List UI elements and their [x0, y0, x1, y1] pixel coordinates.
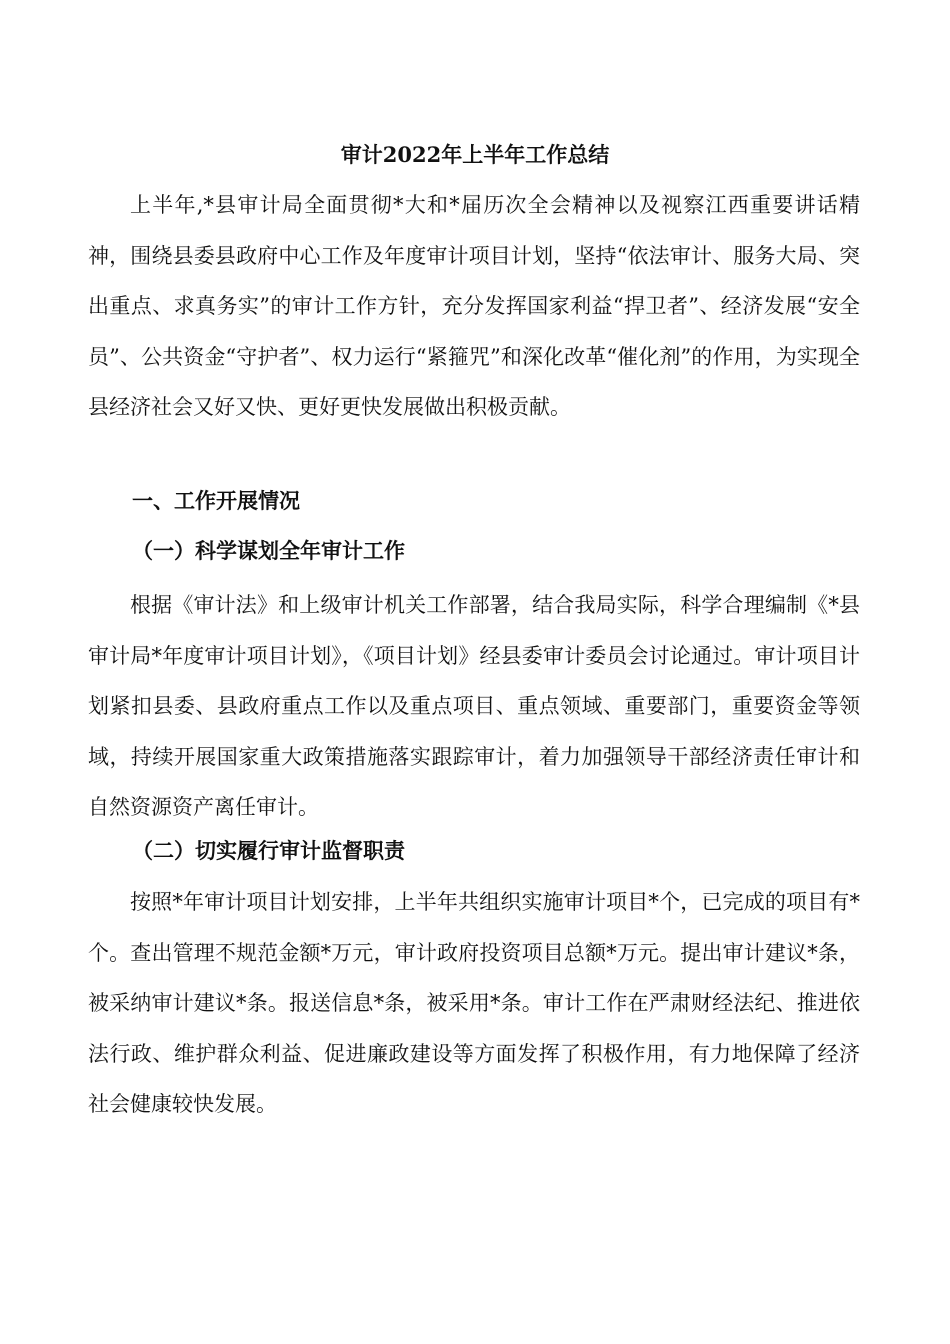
subsection-heading-supervision: （二）切实履行审计监督职责 [132, 838, 405, 863]
supervision-paragraph: 按照*年审计项目计划安排，上半年共组织实施审计项目*个，已完成的项目有*个。查出管理不规范金额*万元，审计政府投资项目总额*万元。提出审计建议*条，被采纳审计建议*条。报送信息*条，被采用*条。审计工作在严肃财经法纪、推进依法行政、维护群众利益、促进廉政建设等方面发挥了积极作用，有力地保障了经济社会健康较快发展。 [88, 890, 860, 1117]
document-title: 审计2022年上半年工作总结 [340, 142, 610, 167]
planning-paragraph: 根据《审计法》和上级审计机关工作部署，结合我局实际，科学合理编制《*县审计局*年度审计项目计划》，《项目计划》经县委审计委员会讨论通过。审计项目计划紧扣县委、县政府重点工作以及重点项目、重点领域、重要部门，重要资金等领域，持续开展国家重大政策措施落实跟踪审计，着力加强领导干部经济责任审计和自然资源资产离任审计。 [88, 593, 860, 820]
subsection-heading-planning: （一）科学谋划全年审计工作 [132, 538, 405, 563]
intro-paragraph: 上半年,*县审计局全面贯彻*大和*届历次全会精神以及视察江西重要讲话精神，围绕县委县政府中心工作及年度审计项目计划，坚持“依法审计、服务大局、突出重点、求真务实”的审计工作方针，充分发挥国家利益“捍卫者”、经济发展“安全员”、公共资金“守护者”、权力运行“紧箍咒”和深化改革“催化剂”的作用，为实现全县经济社会又好又快、更好更快发展做出积极贡献。 [88, 193, 860, 420]
section-heading-work-status: 一、工作开展情况 [132, 488, 300, 513]
